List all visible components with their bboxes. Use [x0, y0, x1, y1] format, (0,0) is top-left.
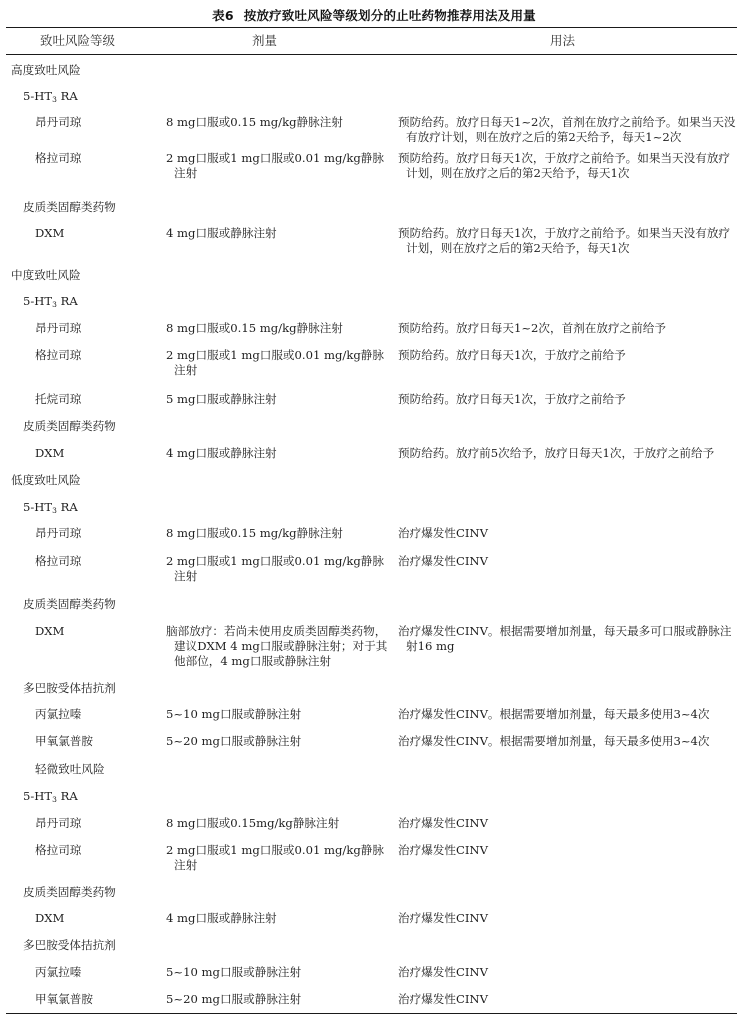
cell-dose: 5~10 mg口服或静脉注射 — [166, 965, 302, 979]
cell-usage: 预防给药。放疗前5次给予，放疗日每天1次，于放疗之前给予 — [398, 446, 715, 460]
table-title — [0, 7, 748, 25]
cell-risk-level: 甲氧氯普胺 — [35, 992, 93, 1006]
cell-usage: 治疗爆发性CINV — [398, 992, 488, 1006]
header-risk-level: 致吐风险等级 — [40, 33, 116, 48]
cell-risk-level: 皮质类固醇类药物 — [23, 200, 116, 214]
bottom-rule — [6, 1013, 737, 1014]
cell-usage: 预防给药。放疗日每天1次，于放疗之前给予。如果当天没有放疗计划，则在放疗之后的第2天给予，每天1次 — [398, 226, 731, 255]
cell-usage: 预防给药。放疗日每天1次，于放疗之前给予 — [398, 348, 626, 362]
cell-risk-level: 多巴胺受体拮抗剂 — [23, 681, 116, 695]
cell-risk-level: DXM — [35, 911, 65, 925]
cell-usage: 治疗爆发性CINV — [398, 843, 488, 857]
cell-dose: 5~20 mg口服或静脉注射 — [166, 734, 302, 748]
cell-usage: 治疗爆发性CINV — [398, 816, 488, 830]
cell-usage: 预防给药。放疗日每天1次，于放疗之前给予 — [398, 392, 626, 406]
cell-risk-level: 丙氯拉嗪 — [35, 707, 82, 721]
cell-dose: 8 mg口服或0.15 mg/kg静脉注射 — [166, 526, 343, 540]
cell-dose: 4 mg口服或静脉注射 — [166, 911, 277, 925]
table-caption: 按放疗致吐风险等级划分的止吐药物推荐用法及用量 — [243, 8, 536, 23]
cell-usage: 治疗爆发性CINV。根据需要增加剂量，每天最多可口服或静脉注射16 mg — [398, 624, 732, 653]
cell-dose: 脑部放疗：若尚未使用皮质类固醇类药物，建议DXM 4 mg口服或静脉注射；对于其他部位，4 mg口服或静脉注射 — [166, 624, 388, 668]
cell-dose: 8 mg口服或0.15 mg/kg静脉注射 — [166, 321, 343, 335]
cell-usage: 治疗爆发性CINV — [398, 911, 488, 925]
cell-usage: 治疗爆发性CINV — [398, 965, 488, 979]
cell-usage: 预防给药。放疗日每天1次，于放疗之前给予。如果当天没有放疗计划，则在放疗之后的第2天给予，每天1次 — [398, 151, 731, 180]
cell-dose: 4 mg口服或静脉注射 — [166, 446, 277, 460]
cell-risk-level: DXM — [35, 226, 65, 240]
cell-risk-level: 格拉司琼 — [35, 554, 82, 568]
cell-risk-level: 甲氧氯普胺 — [35, 734, 93, 748]
cell-risk-level: 昂丹司琼 — [35, 321, 82, 335]
cell-risk-level: 昂丹司琼 — [35, 526, 82, 540]
cell-risk-level: 多巴胺受体拮抗剂 — [23, 938, 116, 952]
cell-risk-level: DXM — [35, 624, 65, 638]
cell-risk-level: 高度致吐风险 — [11, 63, 81, 77]
top-rule — [6, 27, 737, 28]
cell-risk-level: 托烷司琼 — [35, 392, 82, 406]
cell-risk-level: 皮质类固醇类药物 — [23, 597, 116, 611]
cell-dose: 2 mg口服或1 mg口服或0.01 mg/kg静脉注射 — [166, 151, 384, 180]
cell-dose: 5~10 mg口服或静脉注射 — [166, 707, 302, 721]
cell-risk-level: $5-HT_3$ RA — [23, 294, 78, 309]
cell-usage: 治疗爆发性CINV — [398, 526, 488, 540]
cell-usage: 预防给药。放疗日每天1~2次，首剂在放疗之前给予。如果当天没有放疗计划，则在放疗之后的第2天给予，每天1~2次 — [398, 115, 736, 144]
cell-dose: 2 mg口服或1 mg口服或0.01 mg/kg静脉注射 — [166, 348, 384, 377]
cell-dose: 2 mg口服或1 mg口服或0.01 mg/kg静脉注射 — [166, 843, 384, 872]
cell-risk-level: 丙氯拉嗪 — [35, 965, 82, 979]
cell-usage: 治疗爆发性CINV — [398, 554, 488, 568]
cell-risk-level: 格拉司琼 — [35, 151, 82, 165]
cell-risk-level: 皮质类固醇类药物 — [23, 419, 116, 433]
cell-risk-level: 昂丹司琼 — [35, 816, 82, 830]
cell-dose: 8 mg口服或0.15mg/kg静脉注射 — [166, 816, 340, 830]
header-dose: 剂量 — [252, 33, 278, 48]
cell-usage: 预防给药。放疗日每天1~2次，首剂在放疗之前给予 — [398, 321, 666, 335]
cell-risk-level: $5-HT_3$ RA — [23, 89, 78, 104]
cell-dose: 8 mg口服或0.15 mg/kg静脉注射 — [166, 115, 343, 129]
cell-risk-level: 皮质类固醇类药物 — [23, 885, 116, 899]
cell-risk-level: 低度致吐风险 — [11, 473, 81, 487]
cell-risk-level: 轻微致吐风险 — [35, 762, 105, 776]
cell-usage: 治疗爆发性CINV。根据需要增加剂量，每天最多使用3~4次 — [398, 734, 710, 748]
cell-risk-level: 格拉司琼 — [35, 843, 82, 857]
table-number: 表6 — [212, 8, 234, 23]
cell-dose: 5 mg口服或静脉注射 — [166, 392, 277, 406]
header-rule — [6, 54, 737, 55]
cell-dose: 4 mg口服或静脉注射 — [166, 226, 277, 240]
cell-risk-level: 中度致吐风险 — [11, 268, 81, 282]
header-usage: 用法 — [550, 33, 576, 48]
cell-dose: 2 mg口服或1 mg口服或0.01 mg/kg静脉注射 — [166, 554, 384, 583]
cell-usage: 治疗爆发性CINV。根据需要增加剂量，每天最多使用3~4次 — [398, 707, 710, 721]
cell-risk-level: $5-HT_3$ RA — [23, 500, 78, 515]
cell-risk-level: 昂丹司琼 — [35, 115, 82, 129]
cell-dose: 5~20 mg口服或静脉注射 — [166, 992, 302, 1006]
cell-risk-level: 格拉司琼 — [35, 348, 82, 362]
cell-risk-level: DXM — [35, 446, 65, 460]
cell-risk-level: $5-HT_3$ RA — [23, 789, 78, 804]
